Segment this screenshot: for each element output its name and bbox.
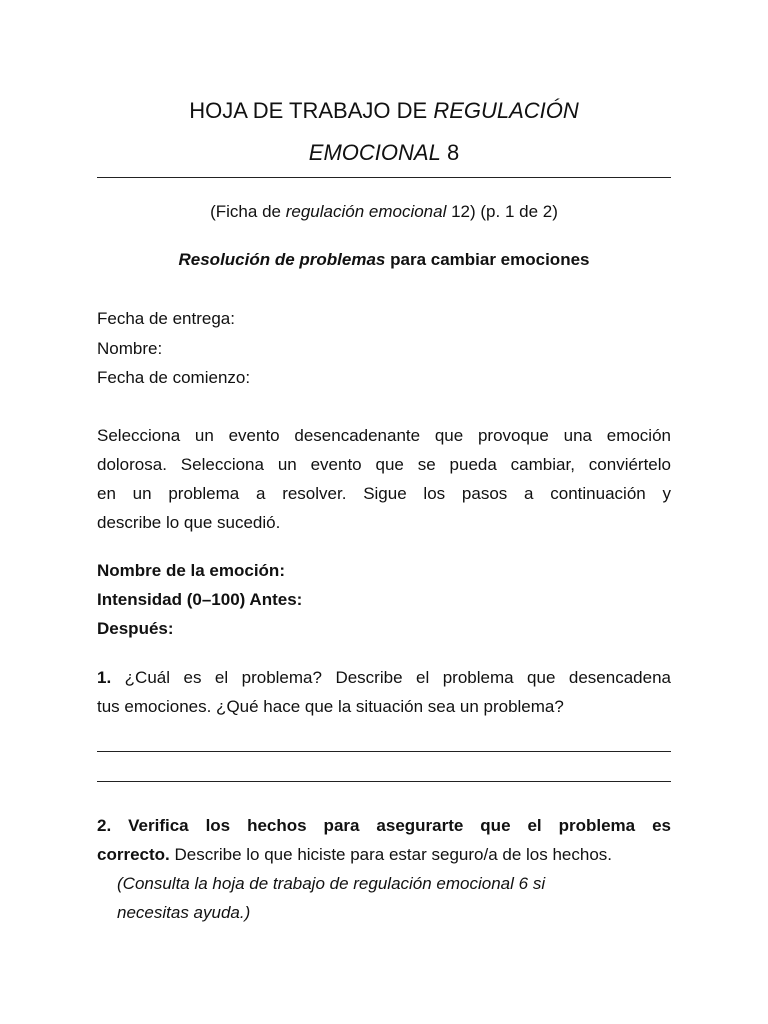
title-italic-text-2: EMOCIONAL xyxy=(308,140,441,165)
emotion-name-field: Nombre de la emoción: xyxy=(97,561,285,580)
intensity-before-field: Intensidad (0–100) Antes: xyxy=(97,590,303,609)
question-1-number: 1. xyxy=(97,668,112,687)
title-number: 8 xyxy=(440,140,460,165)
worksheet-subtitle: Resolución de problemas para cambiar emociones xyxy=(178,250,590,269)
question-1: 1. ¿Cuál es el problema? Describe el problema que desencadena tus emociones. ¿Qué hace que la situación sea un problema? xyxy=(97,668,671,716)
ficha-reference: (Ficha de regulación emocional 12) (p. 1 de 2) xyxy=(210,202,558,221)
title-italic-text: REGULACIÓN xyxy=(433,98,579,123)
title-divider xyxy=(97,177,671,178)
name-field: Nombre: xyxy=(97,339,163,358)
question-2: 2. Verifica los hechos para asegurarte que el problema es correcto. Describe lo que hiciste para estar seguro/a de los hechos. xyxy=(97,816,671,864)
after-field: Después: xyxy=(97,619,174,638)
question-2-note-line-2: necesitas ayuda.) xyxy=(117,903,251,922)
title-text: HOJA DE TRABAJO DE xyxy=(189,98,434,123)
title-line-1 xyxy=(97,90,671,132)
instructions-paragraph: Selecciona un evento desencadenante que provoque una emoción dolorosa. Selecciona un evento que se pueda cambiar, conviértelo en un problema a resolver. Sigue los pasos a continuación y describe lo que sucedió. xyxy=(97,426,671,532)
answer-line-2[interactable] xyxy=(97,781,671,782)
start-date-field: Fecha de comienzo: xyxy=(97,368,251,387)
title-line-2 xyxy=(97,132,671,174)
question-2-note-line-1: (Consulta la hoja de trabajo de regulación emocional 6 si xyxy=(117,874,546,893)
answer-line-1[interactable] xyxy=(97,751,671,752)
due-date-field: Fecha de entrega: xyxy=(97,309,235,328)
page-title xyxy=(97,90,671,174)
